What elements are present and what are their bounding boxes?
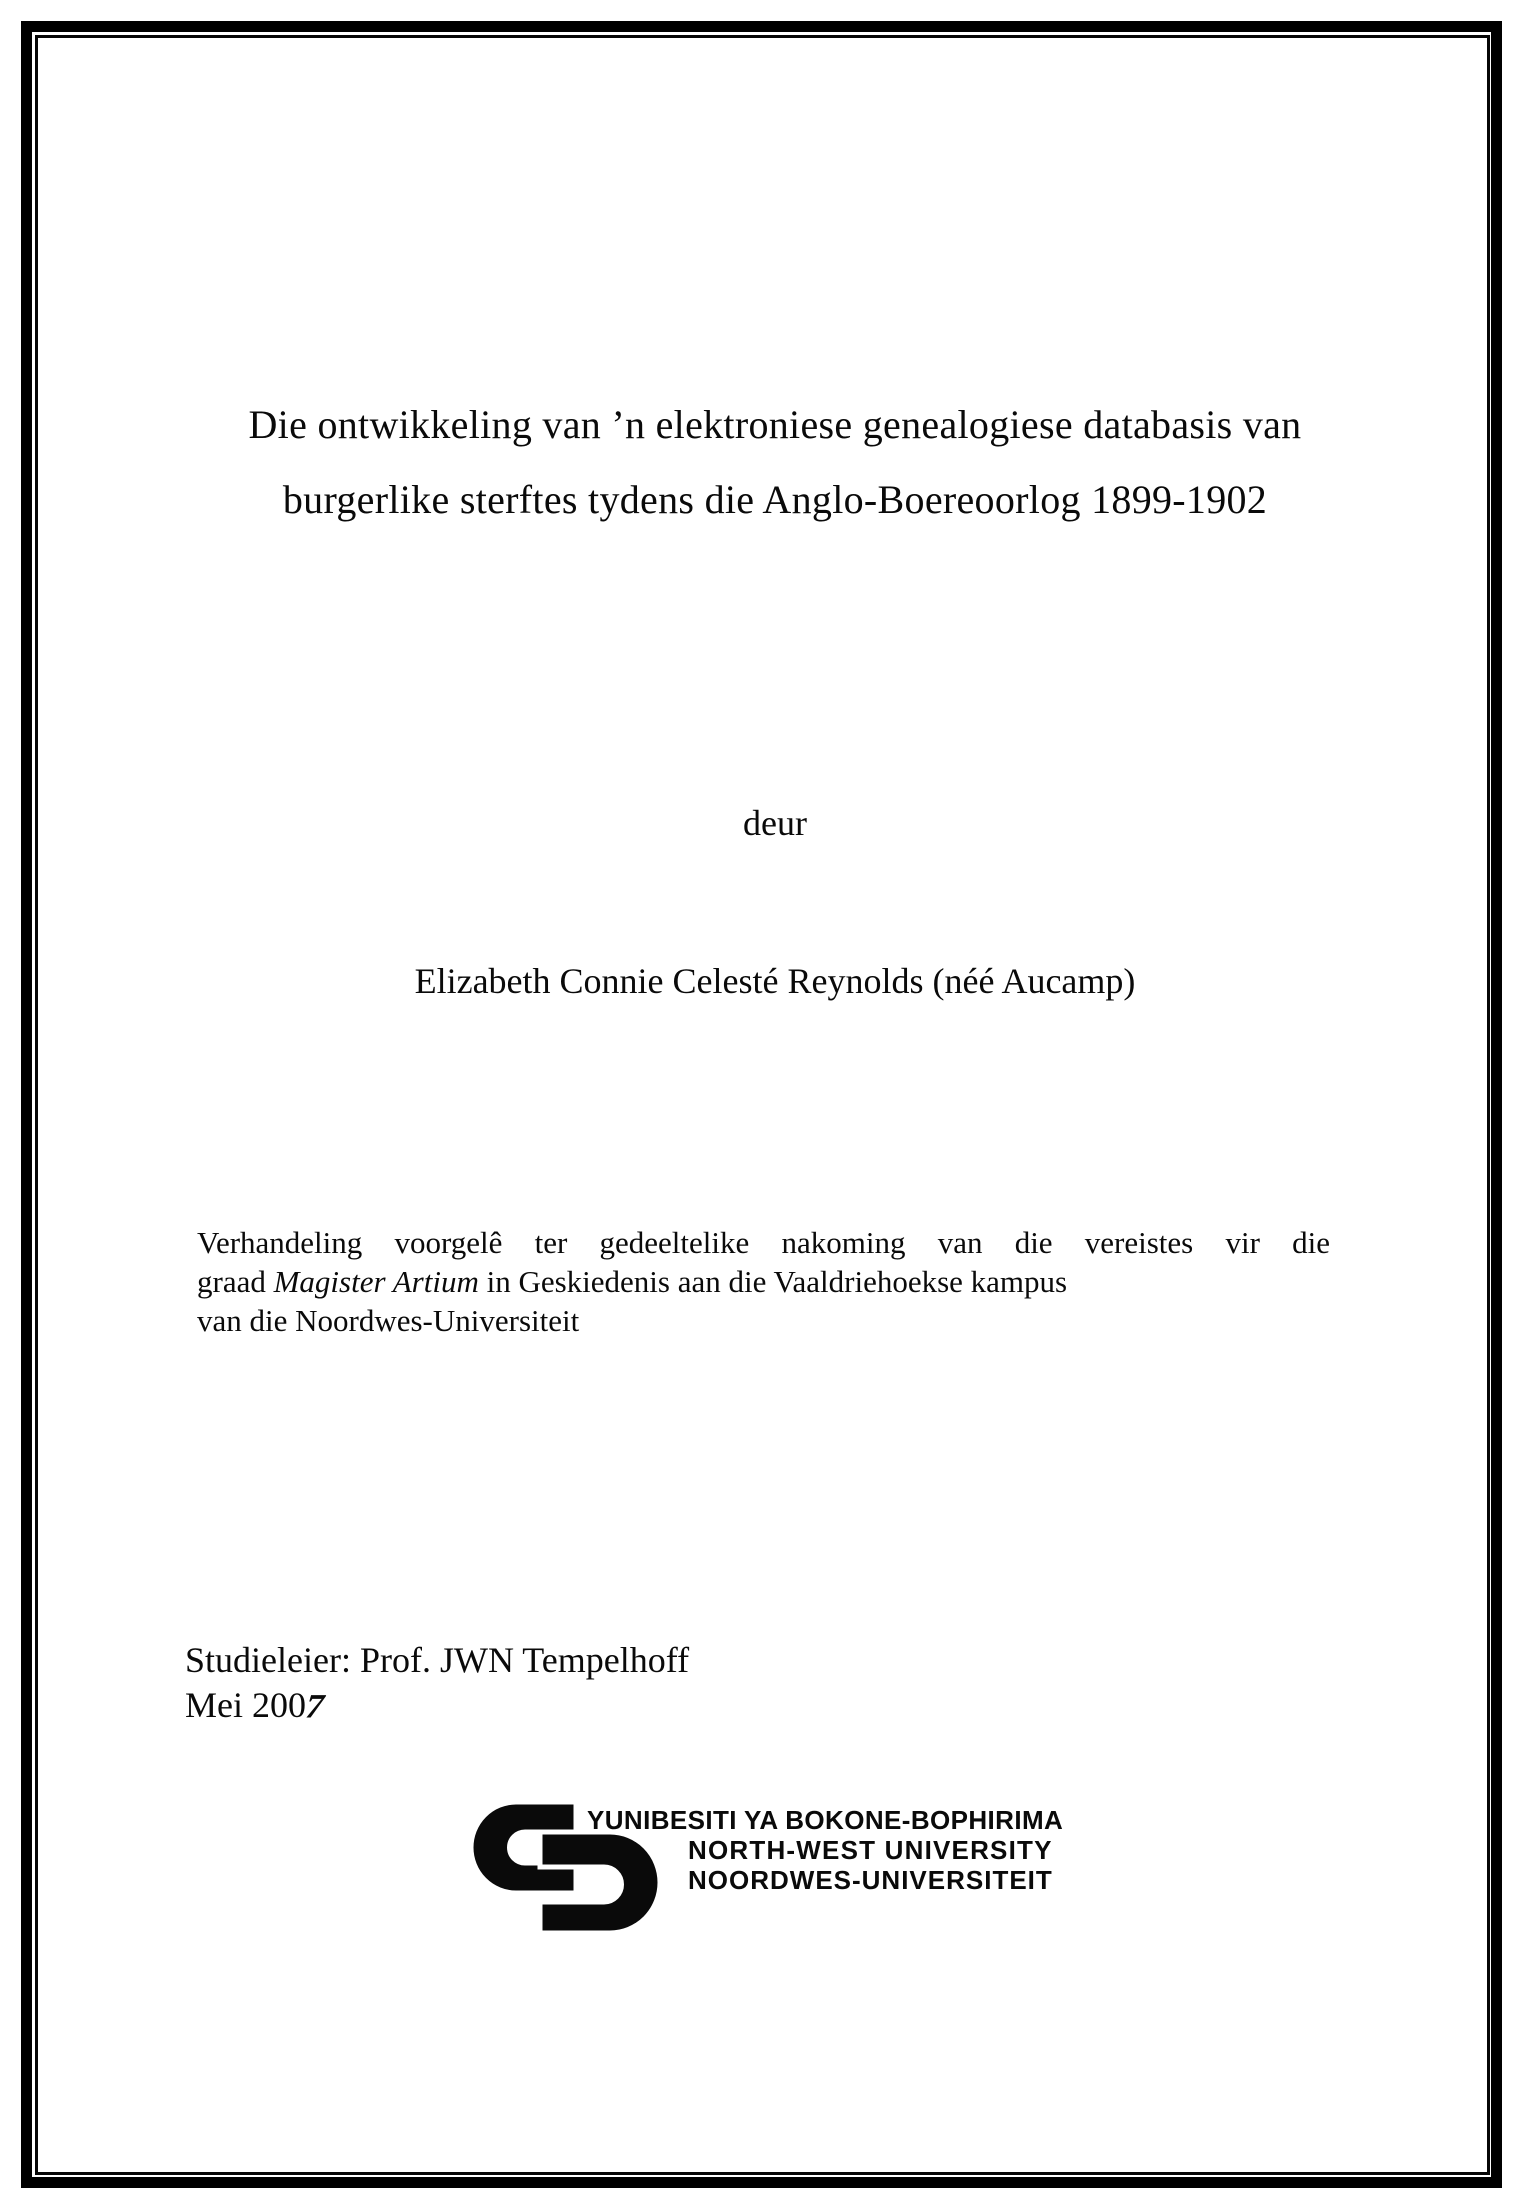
degree-statement-line2-pre: graad [197,1264,274,1299]
logo-text-setswana: YUNIBESITI YA BOKONE-BOPHIRIMA [587,1805,1064,1835]
degree-statement [197,1223,1330,1340]
degree-statement-line2 [197,1262,1330,1301]
byline-label: deur [743,803,807,843]
date-line [185,1683,330,1728]
thesis-title-line2: burgerlike sterftes tydens die Anglo-Boereoorlog 1899-1902 [282,477,1268,522]
degree-statement-line1: Verhandeling voorgelê ter gedeeltelike nakoming van die vereistes vir die [197,1225,1330,1260]
author-name: Elizabeth Connie Celesté Reynolds (néé Aucamp) [414,961,1136,1001]
date-prefix: Mei 200 [185,1685,306,1725]
supervisor-line: Studieleier: Prof. JWN Tempelhoff [185,1640,690,1680]
date-last-digit: 7 [300,1686,330,1725]
degree-statement-line2-post: in Geskiedenis aan die Vaaldriehoekse kampus [478,1264,1068,1299]
logo-text-afrikaans: NOORDWES-UNIVERSITEIT [688,1865,1053,1895]
thesis-title [0,387,1527,537]
logo-text-english: NORTH-WEST UNIVERSITY [688,1835,1053,1865]
degree-name-italic: Magister Artium [273,1264,479,1299]
degree-statement-line3: van die Noordwes-Universiteit [197,1303,580,1338]
thesis-title-line1: Die ontwikkeling van ’n elektroniese genealogiese databasis van [248,402,1302,447]
